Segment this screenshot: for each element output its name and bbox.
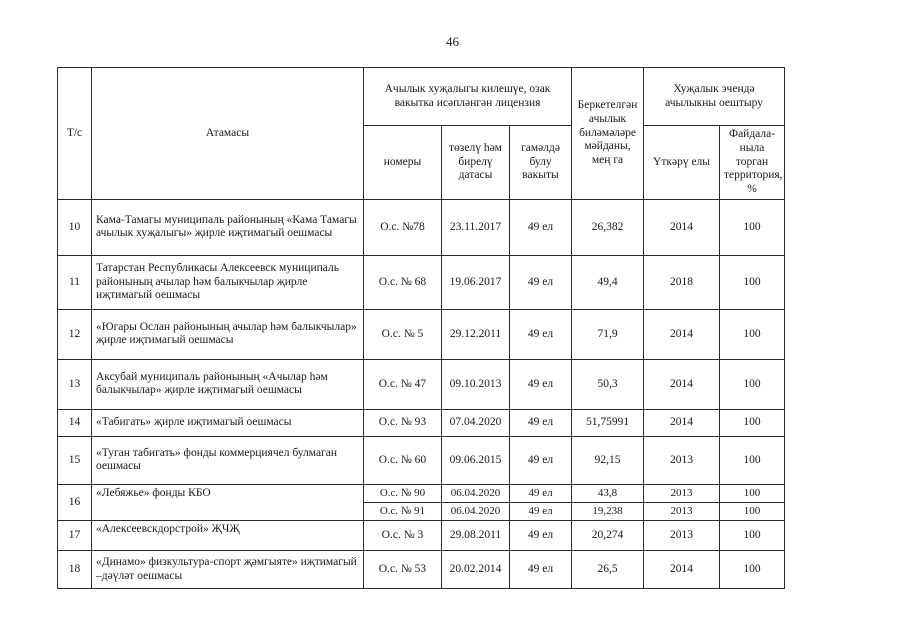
year-value: 2014 (644, 409, 720, 436)
license-validity: 49 ел (510, 409, 572, 436)
table-row (58, 521, 785, 551)
license-number: О.с. № 91 (364, 503, 442, 521)
organization-name: «Табигать» җирле иҗтимагый оешмасы (92, 409, 364, 436)
license-date: 29.12.2011 (442, 309, 510, 359)
license-validity: 49 ел (510, 503, 572, 521)
row-number: 13 (58, 359, 92, 409)
license-validity: 49 ел (510, 359, 572, 409)
license-date: 20.02.2014 (442, 551, 510, 589)
license-validity: 49 ел (510, 309, 572, 359)
organization-name: «Лебяжье» фонды КБО (92, 484, 364, 520)
license-date: 07.04.2020 (442, 409, 510, 436)
area-value: 43,8 (572, 484, 644, 502)
territory-percent: 100 (720, 199, 785, 255)
row-number: 11 (58, 255, 92, 309)
row-number: 18 (58, 551, 92, 589)
table-row (58, 484, 785, 502)
area-value: 26,5 (572, 551, 644, 589)
row-number: 10 (58, 199, 92, 255)
license-validity: 49 ел (510, 255, 572, 309)
table-row (58, 199, 785, 255)
header-year: Үткәрү елы (644, 126, 720, 200)
table-row (58, 551, 785, 589)
license-number: О.с. № 93 (364, 409, 442, 436)
header-territory: Файдала-ныла торган территория, % (720, 126, 785, 200)
area-value: 49,4 (572, 255, 644, 309)
header-license: Ачылык хуҗалыгы килешүе, озак вакытка исәпләнгән лицензия (364, 68, 572, 126)
hunting-grounds-table (57, 67, 785, 589)
license-date: 23.11.2017 (442, 199, 510, 255)
year-value: 2014 (644, 199, 720, 255)
year-value: 2014 (644, 359, 720, 409)
territory-percent: 100 (720, 409, 785, 436)
row-number: 15 (58, 436, 92, 484)
license-validity: 49 ел (510, 436, 572, 484)
row-number: 12 (58, 309, 92, 359)
license-validity: 49 ел (510, 521, 572, 551)
organization-name: Аксубай муниципаль районының «Ачылар һәм балыкчылар» җирле иҗтимагый оешмасы (92, 359, 364, 409)
organization-name: «Алексеевскдорстрой» ҖЧҖ (92, 521, 364, 551)
year-value: 2013 (644, 436, 720, 484)
table-row (58, 409, 785, 436)
table-row (58, 255, 785, 309)
header-number: номеры (364, 126, 442, 200)
area-value: 26,382 (572, 199, 644, 255)
year-value: 2014 (644, 551, 720, 589)
table-row (58, 309, 785, 359)
territory-percent: 100 (720, 484, 785, 502)
organization-name: «Югары Ослан районының ачылар һәм балыкчылар» җирле иҗтимагый оешмасы (92, 309, 364, 359)
row-number: 16 (58, 484, 92, 520)
organization-name: «Динамо» физкультура-спорт җәмгыяте» иҗтимагый –дәүләт оешмасы (92, 551, 364, 589)
license-number: О.с. № 68 (364, 255, 442, 309)
header-name: Атамасы (92, 68, 364, 200)
year-value: 2018 (644, 255, 720, 309)
area-value: 19,238 (572, 503, 644, 521)
license-number: О.с. № 47 (364, 359, 442, 409)
license-number: О.с. № 90 (364, 484, 442, 502)
territory-percent: 100 (720, 521, 785, 551)
header-validity: гамәлдә булу вакыты (510, 126, 572, 200)
organization-name: Татарстан Республикасы Алексеевск муниципаль районының ачылар һәм балыкчылар җирле иҗтимагый оешмасы (92, 255, 364, 309)
license-date: 29.08.2011 (442, 521, 510, 551)
license-number: О.с. № 60 (364, 436, 442, 484)
area-value: 51,75991 (572, 409, 644, 436)
territory-percent: 100 (720, 551, 785, 589)
license-date: 06.04.2020 (442, 503, 510, 521)
header-tc: Т/с (58, 68, 92, 200)
license-number: О.с. № 3 (364, 521, 442, 551)
license-date: 09.06.2015 (442, 436, 510, 484)
territory-percent: 100 (720, 309, 785, 359)
organization-name: Кама-Тамагы муниципаль районының «Кама Тамагы ачылык хуҗалыгы» җирле иҗтимагый оешмасы (92, 199, 364, 255)
territory-percent: 100 (720, 436, 785, 484)
license-date: 06.04.2020 (442, 484, 510, 502)
row-number: 14 (58, 409, 92, 436)
license-validity: 49 ел (510, 551, 572, 589)
area-value: 50,3 (572, 359, 644, 409)
year-value: 2013 (644, 503, 720, 521)
license-number: О.с. № 5 (364, 309, 442, 359)
territory-percent: 100 (720, 359, 785, 409)
year-value: 2013 (644, 484, 720, 502)
table-row (58, 359, 785, 409)
header-date: төзелү һәм бирелү датасы (442, 126, 510, 200)
license-validity: 49 ел (510, 484, 572, 502)
license-number: О.с. №78 (364, 199, 442, 255)
year-value: 2014 (644, 309, 720, 359)
license-date: 09.10.2013 (442, 359, 510, 409)
area-value: 92,15 (572, 436, 644, 484)
license-number: О.с. № 53 (364, 551, 442, 589)
organization-name: «Туган табигать» фонды коммерциячел булмаган оешмасы (92, 436, 364, 484)
license-validity: 49 ел (510, 199, 572, 255)
territory-percent: 100 (720, 255, 785, 309)
territory-percent: 100 (720, 503, 785, 521)
area-value: 71,9 (572, 309, 644, 359)
header-game-mgmt: Хуҗалык эчендә ачылыкны оештыру (644, 68, 785, 126)
license-date: 19.06.2017 (442, 255, 510, 309)
table-row (58, 436, 785, 484)
area-value: 20,274 (572, 521, 644, 551)
year-value: 2013 (644, 521, 720, 551)
page-number: 46 (446, 34, 459, 49)
row-number: 17 (58, 521, 92, 551)
header-area: Беркетелгән ачылык биләмәләре мәйданы, мең га (572, 68, 644, 200)
